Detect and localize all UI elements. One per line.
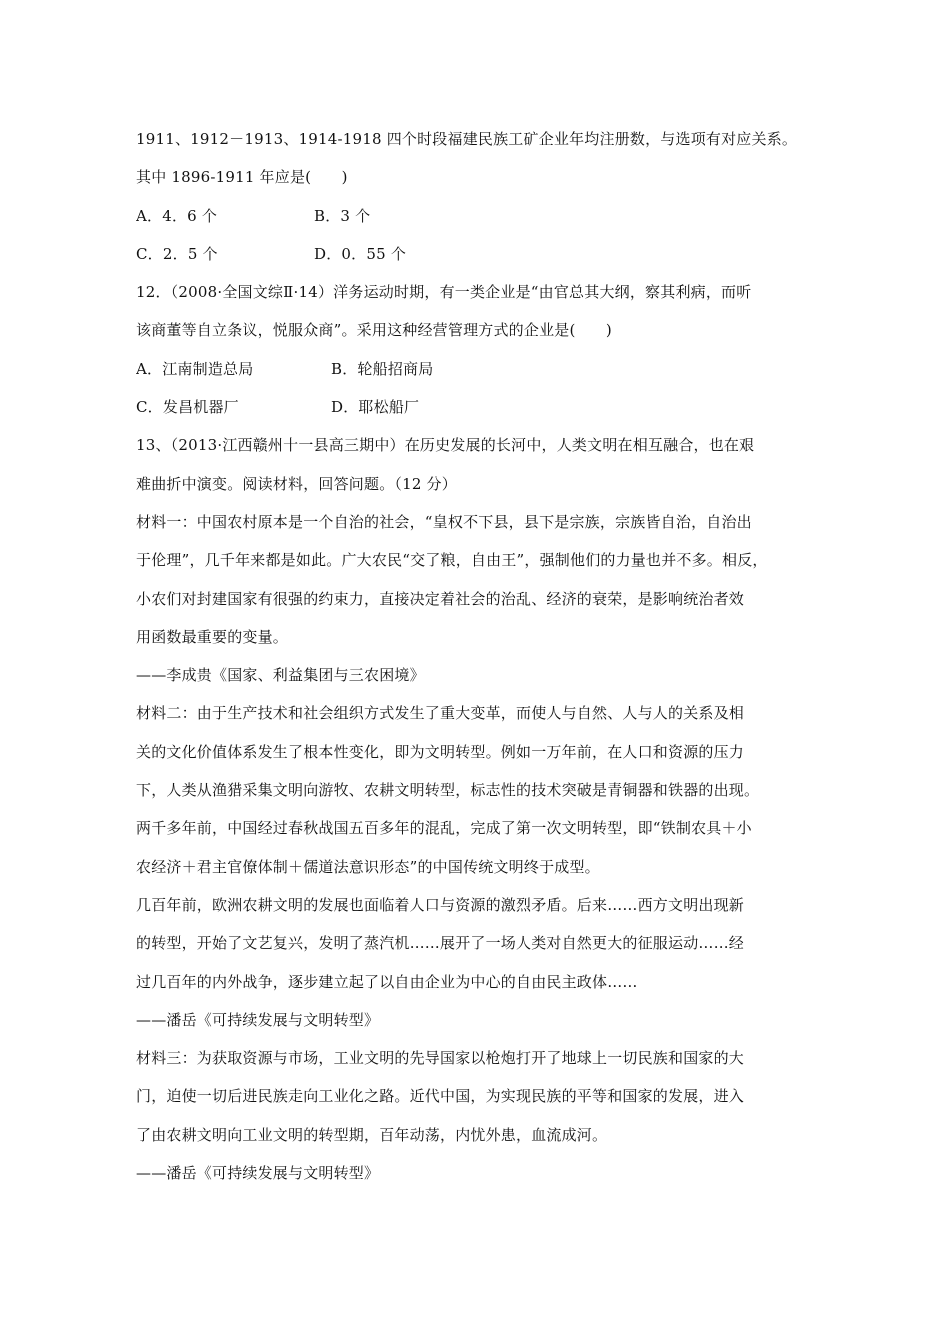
q11-option-c: C．2．5 个 xyxy=(136,244,218,263)
material-2b-line-1: 几百年前，欧洲农耕文明的发展也面临着人口与资源的激烈矛盾。后来……西方文明出现新 xyxy=(136,895,745,914)
q12-option-c: C．发昌机器厂 xyxy=(136,398,239,417)
material-3-line-3: 了由农耕文明向工业文明的转型期，百年动荡，内忧外患，血流成河。 xyxy=(136,1125,608,1144)
q11-stem-line-2: 其中 1896-1911 年应是( ) xyxy=(136,168,348,187)
q13-stem-line-2: 难曲折中演变。阅读材料，回答问题。（12 分） xyxy=(136,474,457,493)
q11-options-row-2 xyxy=(136,235,826,273)
q12-options-row-1 xyxy=(136,350,826,388)
material-2-line-5: 农经济＋君主官僚体制＋儒道法意识形态”的中国传统文明终于成型。 xyxy=(136,857,600,876)
material-2b-line-2: 的转型，开始了文艺复兴，发明了蒸汽机……展开了一场人类对自然更大的征服运动……经 xyxy=(136,934,745,953)
material-1-source: ——李成贵《国家、利益集团与三农困境》 xyxy=(136,666,425,685)
material-3-line-1: 材料三：为获取资源与市场，工业文明的先导国家以枪炮打开了地球上一切民族和国家的大 xyxy=(136,1049,745,1068)
material-1-line-4: 用函数最重要的变量。 xyxy=(136,627,289,646)
material-3-line-2: 门，迫使一切后进民族走向工业化之路。近代中国，为实现民族的平等和国家的发展，进入 xyxy=(136,1087,745,1106)
material-2b-line-3: 过几百年的内外战争，逐步建立起了以自由企业为中心的自由民主政体…… xyxy=(136,972,638,991)
q11-stem-line-1: 1911、1912－1913、1914-1918 四个时段福建民族工矿企业年均注册数，与选项有对应关系。 xyxy=(136,130,798,148)
material-2-line-4: 两千多年前，中国经过春秋战国五百多年的混乱，完成了第一次文明转型，即“铁制农具＋小 xyxy=(136,819,752,838)
q12-option-b: B．轮船招商局 xyxy=(331,359,434,378)
material-2-source: ——潘岳《可持续发展与文明转型》 xyxy=(136,1010,380,1029)
q12-stem-line-1: 12．（2008·全国文综Ⅱ·14）洋务运动时期，有一类企业是“由官总其大纲，察其利病，而听 xyxy=(136,283,752,302)
q12-option-a: A．江南制造总局 xyxy=(136,359,254,378)
q12-option-d: D．耶松船厂 xyxy=(331,398,420,417)
q12-options-row-2 xyxy=(136,388,826,426)
q13-stem-line-1: 13、（2013·江西赣州十一县高三期中）在历史发展的长河中，人类文明在相互融合，也在艰 xyxy=(136,436,755,455)
material-2-line-2: 关的文化价值体系发生了根本性变化，即为文明转型。例如一万年前，在人口和资源的压力 xyxy=(136,742,745,761)
q11-option-d: D．0．55 个 xyxy=(314,244,407,263)
q12-stem-line-2: 该商董等自立条议，悦服众商”。采用这种经营管理方式的企业是( ) xyxy=(136,321,612,340)
material-3-source: ——潘岳《可持续发展与文明转型》 xyxy=(136,1164,380,1183)
material-1-line-2: 于伦理”，几千年来都是如此。广大农民“交了粮，自由王”，强制他们的力量也并不多。相反， xyxy=(136,551,768,570)
material-1-line-3: 小农们对封建国家有很强的约束力，直接决定着社会的治乱、经济的衰荣，是影响统治者效 xyxy=(136,589,745,608)
q11-options-row-1 xyxy=(136,197,826,235)
material-1-line-1: 材料一：中国农村原本是一个自治的社会，“皇权不下县，县下是宗族，宗族皆自治，自治出 xyxy=(136,512,752,531)
material-2-line-3: 下，人类从渔猎采集文明向游牧、农耕文明转型，标志性的技术突破是青铜器和铁器的出现。 xyxy=(136,781,760,800)
document-page xyxy=(136,120,826,1192)
material-2-line-1: 材料二：由于生产技术和社会组织方式发生了重大变革，而使人与自然、人与人的关系及相 xyxy=(136,704,745,723)
q11-option-b: B．3 个 xyxy=(314,206,371,225)
q11-option-a: A．4．6 个 xyxy=(136,206,218,225)
